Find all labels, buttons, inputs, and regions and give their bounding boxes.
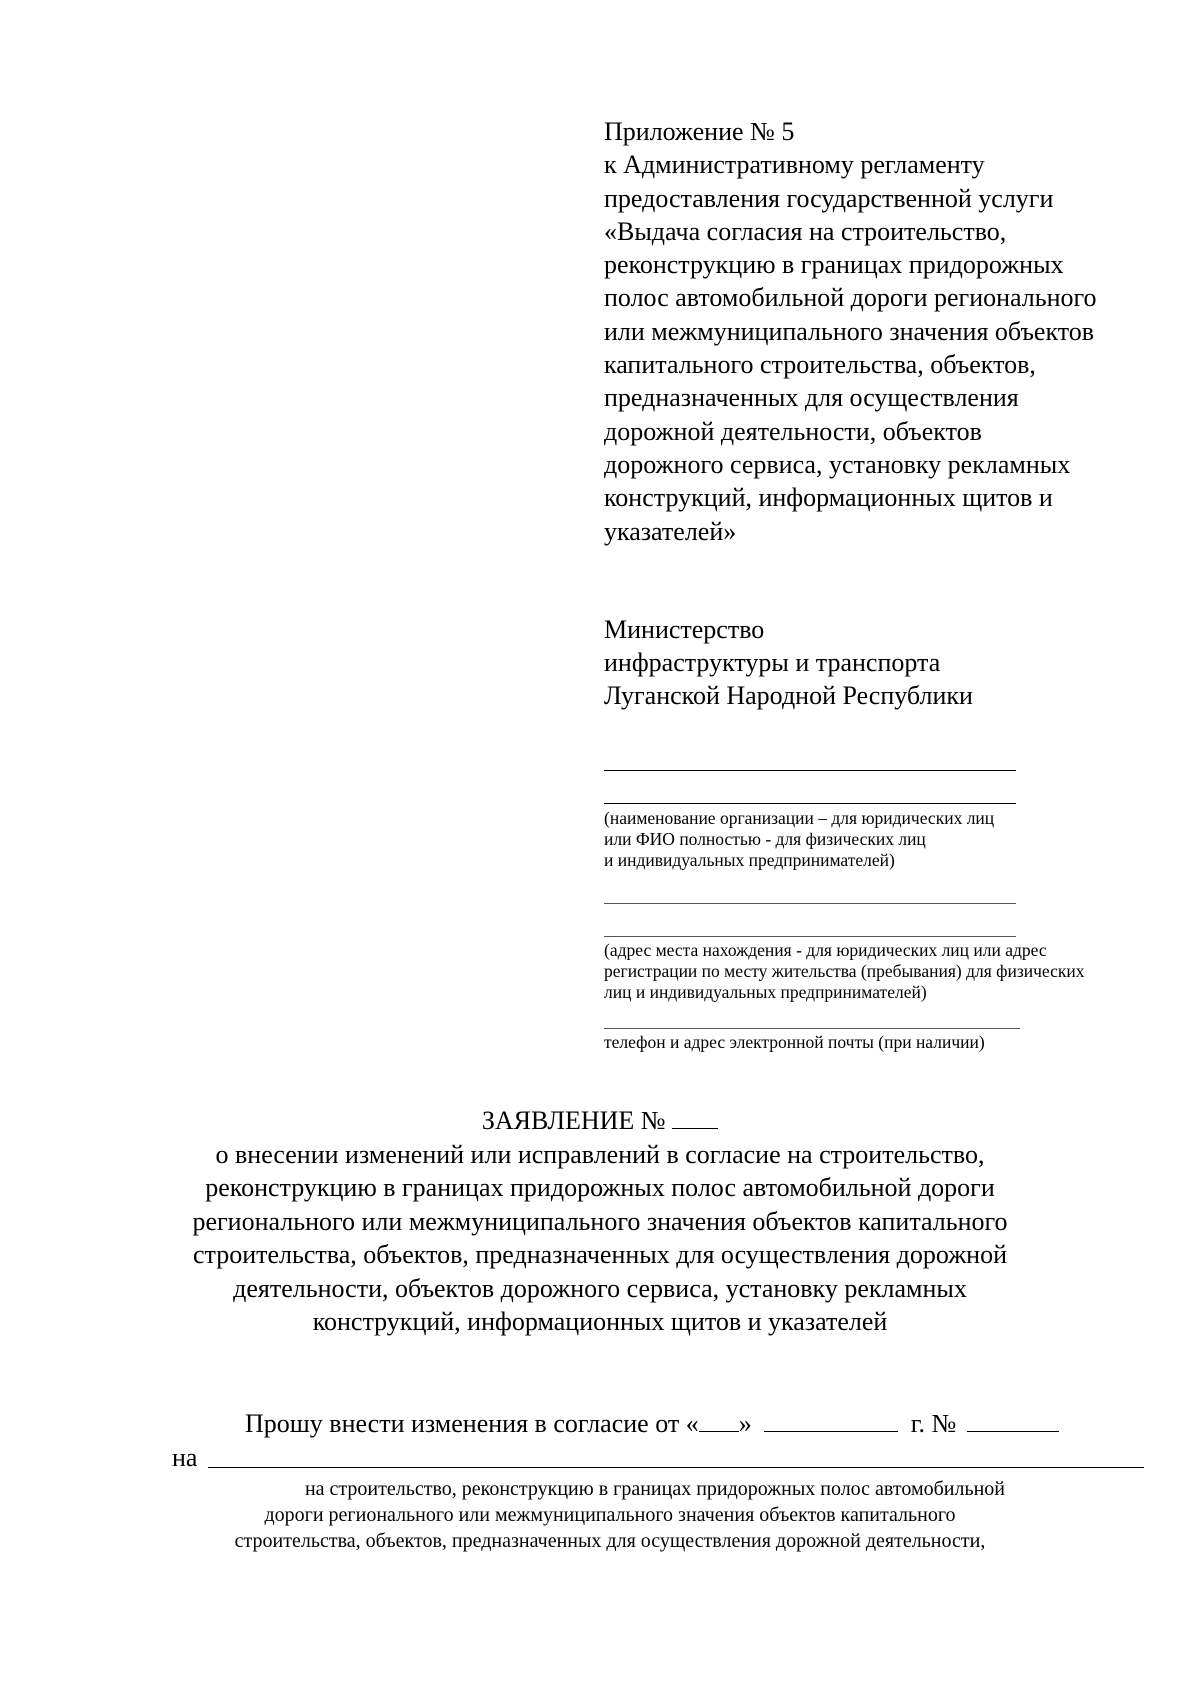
annex-line: реконструкцию в границах придорожных bbox=[604, 250, 1064, 280]
annex-line: к Административному регламенту bbox=[604, 150, 985, 180]
title-line: регионального или межмуниципального значения объектов капитального bbox=[192, 1206, 1008, 1236]
ministry-line: инфраструктуры и транспорта bbox=[604, 648, 941, 677]
applicant-contact-line[interactable] bbox=[604, 1028, 1020, 1029]
annex-line: указателей» bbox=[604, 516, 737, 546]
annex-line: или межмуниципального значения объектов bbox=[604, 316, 1095, 346]
request-day-blank[interactable] bbox=[699, 1409, 739, 1432]
request-month-blank[interactable] bbox=[764, 1409, 898, 1432]
title-line: строительства, объектов, предназначенных для осуществления дорожной bbox=[192, 1240, 1007, 1269]
application-title bbox=[0, 1104, 1200, 1339]
ministry-line: Луганской Народной Республики bbox=[604, 681, 973, 710]
subject-note-line: строительства, объектов, предназначенных для осуществления дорожной деятельности, bbox=[234, 1530, 986, 1552]
applicant-name-line-1[interactable] bbox=[604, 770, 1016, 771]
annex-line: полос автомобильной дороги регионального bbox=[604, 283, 1097, 313]
application-number-blank[interactable] bbox=[672, 1106, 718, 1129]
ministry-line: Министерство bbox=[604, 615, 765, 644]
request-number-blank[interactable] bbox=[967, 1409, 1059, 1432]
ministry-addressee bbox=[604, 613, 1164, 712]
title-line: о внесении изменений или исправлений в согласие на строительство, bbox=[215, 1139, 985, 1169]
annex-line: «Выдача согласия на строительство, bbox=[604, 216, 1007, 246]
subject-note-line: дороги регионального или межмуниципального значения объектов капитального bbox=[264, 1504, 956, 1526]
title-line: конструкций, информационных щитов и указателей bbox=[312, 1307, 888, 1336]
applicant-name-note: (наименование организации – для юридических лиц или ФИО полностью - для физических лиц и индивидуальных предпринимателей) bbox=[604, 808, 995, 870]
request-line bbox=[245, 1407, 1059, 1440]
na-label: на bbox=[172, 1443, 198, 1472]
annex-header bbox=[604, 115, 1164, 548]
request-year-label: г. № bbox=[910, 1409, 957, 1438]
applicant-address-line-1[interactable] bbox=[604, 903, 1016, 904]
annex-line: предоставления государственной услуги bbox=[604, 183, 1054, 213]
request-close-quote: » bbox=[738, 1409, 752, 1438]
title-line: реконструкцию в границах придорожных полос автомобильной дороги bbox=[205, 1173, 995, 1202]
applicant-contact-note: телефон и адрес электронной почты (при наличии) bbox=[604, 1032, 985, 1052]
subject-note bbox=[0, 1476, 1200, 1554]
annex-line: дорожной деятельности, объектов bbox=[604, 416, 982, 446]
annex-line: конструкций, информационных щитов и bbox=[604, 483, 1053, 513]
applicant-address-note: (адрес места нахождения - для юридических лиц или адрес регистрации по месту жительства (пребывания) для физических лиц и индивидуальных предпринимателей) bbox=[604, 940, 1085, 1002]
annex-line: капитального строительства, объектов, bbox=[604, 350, 1036, 380]
annex-line: предназначенных для осуществления bbox=[604, 383, 1019, 413]
applicant-address-line-2[interactable] bbox=[604, 936, 1016, 937]
request-text: Прошу внести изменения в согласие от « bbox=[245, 1409, 699, 1438]
subject-note-line: на строительство, реконструкцию в границах придорожных полос автомобильной bbox=[304, 1478, 1006, 1500]
applicant-name-line-2[interactable] bbox=[604, 803, 1016, 804]
title-heading: ЗАЯВЛЕНИЕ № bbox=[0, 1104, 1200, 1138]
annex-line: Приложение № 5 bbox=[604, 117, 795, 146]
title-line: деятельности, объектов дорожного сервиса, установку рекламных bbox=[233, 1273, 967, 1303]
annex-line: дорожного сервиса, установку рекламных bbox=[604, 449, 1071, 479]
subject-blank-line[interactable] bbox=[208, 1467, 1144, 1468]
